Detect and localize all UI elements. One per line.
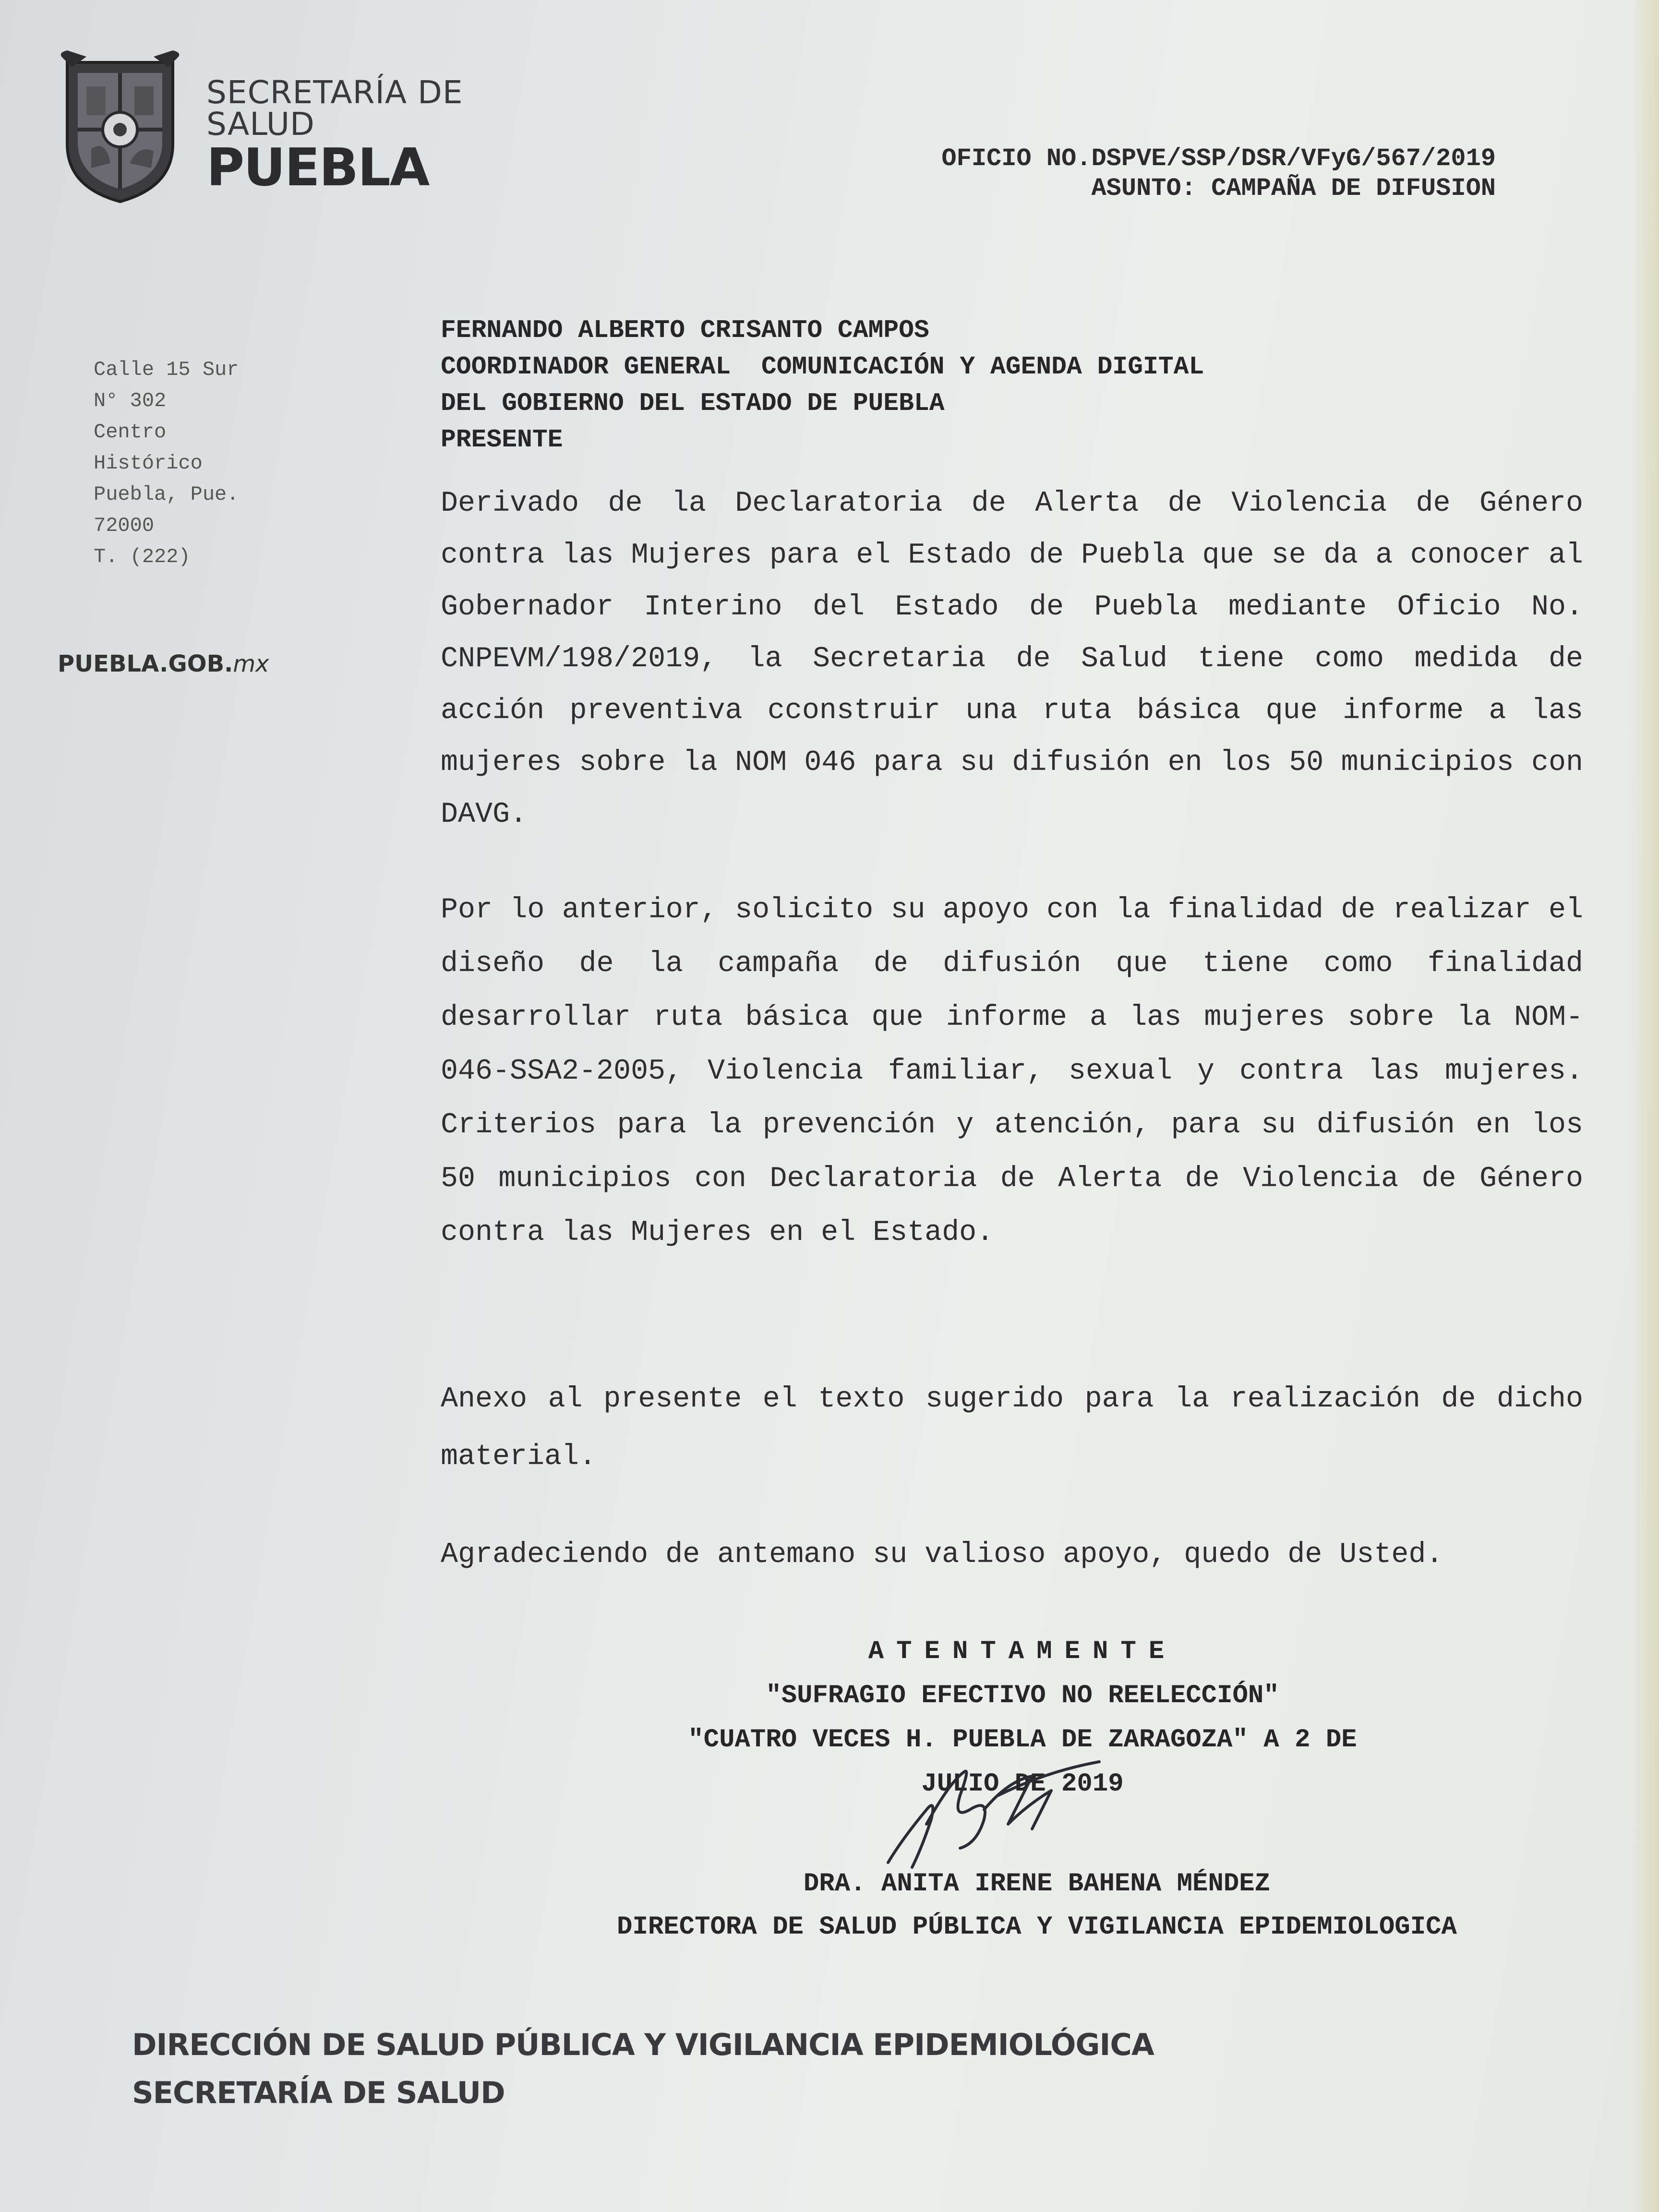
address-line: N° 302 [94, 389, 167, 412]
address-line: Puebla, Pue. [94, 483, 239, 506]
website-tld: mx [233, 650, 269, 677]
logo-line3: PUEBLA [206, 138, 429, 198]
signer-name: DRA. ANITA IRENE BAHENA MÉNDEZ [803, 1869, 1271, 1899]
puebla-seal-logo [58, 48, 182, 206]
body-paragraph-3: Anexo al presente el texto sugerido para la realización de dicho material. [441, 1383, 1583, 1473]
secretaria-salud-logo-text [206, 74, 463, 198]
address-line: Centro [94, 421, 167, 444]
recipient-block [441, 312, 1204, 458]
closing-place-date-1: "CUATRO VECES H. PUEBLA DE ZARAGOZA" A 2 DE [688, 1725, 1357, 1755]
recipient-name: FERNANDO ALBERTO CRISANTO CAMPOS [441, 316, 929, 345]
address-line: T. (222) [94, 545, 191, 568]
oficio-header [941, 144, 1496, 204]
paper-edge [1630, 0, 1659, 2212]
website [58, 650, 269, 677]
address-line: Histórico [94, 452, 203, 475]
signer-block [480, 1863, 1594, 1949]
recipient-presente: PRESENTE [441, 425, 563, 454]
logo-line2: SALUD [206, 106, 315, 143]
closing-atentamente: ATENTAMENTE [868, 1637, 1177, 1666]
asunto: ASUNTO: CAMPAÑA DE DIFUSION [1091, 174, 1496, 203]
signer-title: DIRECTORA DE SALUD PÚBLICA Y VIGILANCIA EPIDEMIOLOGICA [617, 1912, 1457, 1942]
body-paragraph-2: Por lo anterior, solicito su apoyo con la finalidad de realizar el diseño de la campaña de difusión que tiene como finalidad desarrollar ruta básica que informe a las mujeres sobre la NOM-046-SSA2-2005, Violencia familiar, sexual y contra las mujeres. Criterios para la prevención y atención, para su difusión en los 50 municipios con Declaratoria de Alerta de Violencia de Género contra las Mujeres en el Estado. [441, 894, 1583, 1249]
closing-motto: "SUFRAGIO EFECTIVO NO REELECCIÓN" [766, 1681, 1279, 1710]
handwritten-signature [874, 1752, 1123, 1877]
recipient-organization: DEL GOBIERNO DEL ESTADO DE PUEBLA [441, 389, 945, 418]
recipient-title: COORDINADOR GENERAL COMUNICACIÓN Y AGENDA DIGITAL [441, 352, 1204, 381]
address-block [94, 354, 239, 573]
logo-line1: SECRETARÍA DE [206, 74, 463, 111]
body-paragraph-4: Agradeciendo de antemano su valioso apoyo, quedo de Usted. [441, 1539, 1443, 1571]
address-line: 72000 [94, 514, 155, 537]
footer-line1: DIRECCIÓN DE SALUD PÚBLICA Y VIGILANCIA EPIDEMIOLÓGICA [132, 2027, 1154, 2062]
footer-line2: SECRETARÍA DE SALUD [132, 2075, 505, 2110]
footer-block [132, 2021, 1154, 2117]
body-paragraph-1: Derivado de la Declaratoria de Alerta de Violencia de Género contra las Mujeres para el Estado de Puebla que se da a conocer al Gobernador Interino del Estado de Puebla mediante Oficio No. CNPEVM/198/2019, la Secretaria de Salud tiene como medida de acción preventiva cconstruir una ruta básica que informe a las mujeres sobre la NOM 046 para su difusión en los 50 municipios con DAVG. [441, 487, 1583, 831]
address-line: Calle 15 Sur [94, 358, 239, 381]
oficio-number: OFICIO NO.DSPVE/SSP/DSR/VFyG/567/2019 [941, 144, 1496, 173]
website-domain: PUEBLA.GOB. [58, 650, 233, 677]
closing-place-date-2: JULIO DE 2019 [921, 1769, 1124, 1799]
